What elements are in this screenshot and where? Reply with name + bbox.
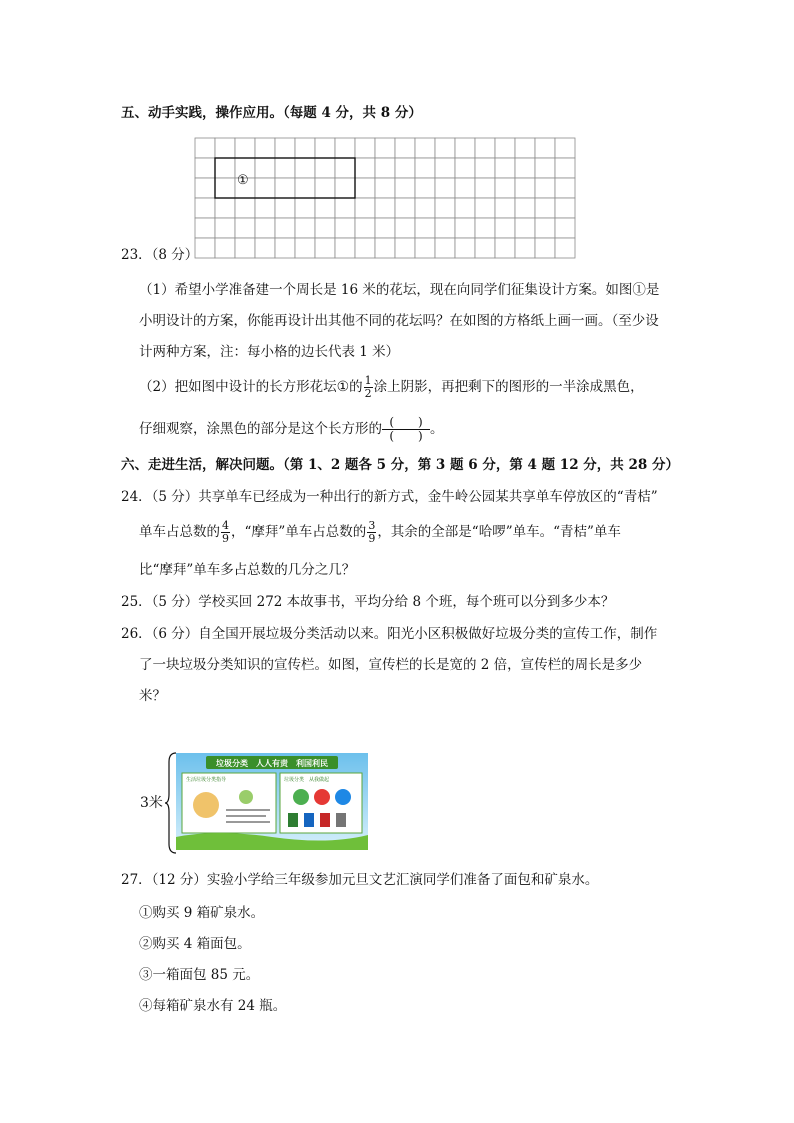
q23-part2-end: 。 [430, 421, 444, 437]
grid-cell[interactable] [295, 238, 315, 258]
grid-cell[interactable] [315, 198, 335, 218]
text-line [226, 815, 266, 817]
grid-cell[interactable] [455, 198, 475, 218]
grid-cell[interactable] [475, 218, 495, 238]
grid-cell[interactable] [495, 218, 515, 238]
grid-cell[interactable] [515, 158, 535, 178]
grid-cell[interactable] [215, 218, 235, 238]
grid-cell[interactable] [435, 218, 455, 238]
grid-cell[interactable] [435, 138, 455, 158]
grid-cell[interactable] [555, 178, 575, 198]
grid-cell[interactable] [455, 218, 475, 238]
grid-cell[interactable] [455, 178, 475, 198]
grid-cell[interactable] [395, 218, 415, 238]
grid-cell[interactable] [375, 238, 395, 258]
fraction-four-ninths [221, 520, 230, 545]
grid-cell[interactable] [275, 238, 295, 258]
grid-cell[interactable] [315, 138, 335, 158]
grid-cell[interactable] [335, 238, 355, 258]
fraction-denominator: 9 [222, 532, 229, 545]
grid-cell[interactable] [535, 238, 555, 258]
fraction-one-half [364, 375, 373, 400]
grid-cell[interactable] [235, 198, 255, 218]
grid-cell[interactable] [295, 158, 315, 178]
grid-cell[interactable] [375, 218, 395, 238]
grid-cell[interactable] [535, 158, 555, 178]
grid-cell[interactable] [195, 218, 215, 238]
grid-cell[interactable] [535, 218, 555, 238]
grid-cell[interactable] [415, 178, 435, 198]
grid-cell[interactable] [395, 138, 415, 158]
q26-line3: 米？ [139, 688, 166, 704]
grid-cell[interactable] [535, 198, 555, 218]
hazard-circle-icon [314, 789, 330, 805]
grid-cell[interactable] [295, 198, 315, 218]
grid-cell[interactable] [355, 138, 375, 158]
grid-cell[interactable] [435, 158, 455, 178]
grid-cell[interactable] [195, 138, 215, 158]
q27-item-4: ④每箱矿泉水有 24 瓶。 [139, 998, 287, 1014]
grid-cell[interactable] [215, 178, 235, 198]
grid-cell[interactable] [255, 138, 275, 158]
grid-cell[interactable] [475, 138, 495, 158]
grid-cell[interactable] [535, 138, 555, 158]
q25-line1: 25．（5 分）学校买回 272 本故事书，平均分给 8 个班，每个班可以分到多少本？ [121, 594, 615, 610]
grid-cell[interactable] [315, 218, 335, 238]
grid-cell[interactable] [495, 198, 515, 218]
grid-cell[interactable] [275, 198, 295, 218]
grid-cell[interactable] [435, 238, 455, 258]
grid-cell[interactable] [415, 158, 435, 178]
grid-cell[interactable] [475, 158, 495, 178]
grid-cell[interactable] [555, 138, 575, 158]
grid-cell[interactable] [495, 138, 515, 158]
q23-part2-text-c: 涂上阴影，再把剩下的图形的一半涂成黑色， [373, 379, 644, 395]
grid-cell[interactable] [495, 178, 515, 198]
q23-label: 23．（8 分） [121, 247, 199, 263]
grid-cell[interactable] [375, 158, 395, 178]
grid-cell[interactable] [315, 238, 335, 258]
grid-cell[interactable] [255, 238, 275, 258]
grid-cell[interactable] [335, 198, 355, 218]
grid-cell[interactable] [475, 178, 495, 198]
grid-cell[interactable] [295, 218, 315, 238]
grid-cell[interactable] [495, 238, 515, 258]
grid-cell[interactable] [215, 138, 235, 158]
grid-cell[interactable] [555, 238, 575, 258]
grid-cell[interactable] [555, 218, 575, 238]
recycle-circle-icon [293, 789, 309, 805]
board-title: 垃圾分类 人人有责 利国利民 [216, 759, 328, 768]
fraction-numerator: 1 [364, 374, 372, 387]
q23-part2-line1 [139, 375, 644, 400]
grid-cell[interactable] [495, 158, 515, 178]
grid-cell[interactable] [255, 198, 275, 218]
grid-cell[interactable] [255, 178, 275, 198]
grid-cell[interactable] [335, 218, 355, 238]
garbage-sorting-bulletin-board [176, 753, 368, 850]
blank-numerator[interactable]: ( ) [382, 416, 430, 430]
q23-part1-line3: 计两种方案，注：每小格的边长代表 1 米） [139, 344, 400, 360]
illustration-people-icon [193, 792, 219, 818]
text-line [226, 821, 270, 823]
q26-line2: 了一块垃圾分类知识的宣传栏。如图，宣传栏的长是宽的 2 倍，宣传栏的周长是多少 [139, 657, 643, 673]
grid-cell[interactable] [515, 178, 535, 198]
grid-cell[interactable] [395, 238, 415, 258]
q24-line2 [139, 520, 621, 545]
grid-cell[interactable] [255, 218, 275, 238]
grid-cell[interactable] [415, 238, 435, 258]
green-bin-icon [288, 813, 298, 827]
blue-bin-icon [304, 813, 314, 827]
grid-cell[interactable] [335, 138, 355, 158]
grid-cell[interactable] [455, 238, 475, 258]
grid-cell[interactable] [255, 158, 275, 178]
q24-text-c: ，其余的全部是“哈啰”单车。“青桔”单车 [377, 524, 621, 540]
grid-cell[interactable] [475, 198, 495, 218]
grid-cell[interactable] [555, 158, 575, 178]
red-bin-icon [320, 813, 330, 827]
fraction-numerator: 3 [368, 519, 376, 532]
grid-cell[interactable] [515, 198, 535, 218]
grid-cell[interactable] [275, 158, 295, 178]
q23-part2-text-b: 的 [349, 379, 363, 395]
grid-marker-label: ① [237, 173, 249, 188]
board-width-label: 3米 [140, 795, 163, 811]
grid-cell[interactable] [415, 138, 435, 158]
grid-cell[interactable] [295, 178, 315, 198]
fraction-denominator: 9 [368, 532, 376, 545]
grid-cell[interactable] [415, 198, 435, 218]
gray-bin-icon [336, 813, 346, 827]
text-line [226, 809, 270, 811]
q23-part2-text-d: 仔细观察，涂黑色的部分是这个长方形的 [139, 421, 382, 437]
q24-text-a: 单车占总数的 [139, 524, 220, 540]
grid-cell[interactable] [335, 178, 355, 198]
grid-cell[interactable] [355, 198, 375, 218]
q23-part2-line2 [139, 416, 444, 443]
grid-cell[interactable] [355, 178, 375, 198]
grid-cell[interactable] [475, 238, 495, 258]
grid-cell[interactable] [195, 198, 215, 218]
grid-cell[interactable] [395, 178, 415, 198]
grid-cell[interactable] [555, 198, 575, 218]
grid-paper[interactable] [194, 137, 578, 259]
grid-cell[interactable] [355, 158, 375, 178]
board-left-header: 生活垃圾分类指导 [186, 777, 227, 783]
q27-item-1: ①购买 9 箱矿泉水。 [139, 905, 265, 921]
grid-cell[interactable] [355, 238, 375, 258]
grid-cell[interactable] [295, 138, 315, 158]
grid-cell[interactable] [435, 198, 455, 218]
fraction-numerator: 4 [222, 519, 229, 532]
circled-one-marker: ① [336, 379, 350, 395]
grid-cell[interactable] [215, 158, 235, 178]
grid-cell[interactable] [315, 158, 335, 178]
section-5-heading: 五、动手实践，操作应用。（每题 4 分，共 8 分） [121, 105, 422, 121]
grid-cell[interactable] [235, 218, 255, 238]
grid-cell[interactable] [375, 178, 395, 198]
grid-cell[interactable] [395, 158, 415, 178]
q27-item-3: ③一箱面包 85 元。 [139, 967, 260, 983]
q27-item-2: ②购买 4 箱面包。 [139, 936, 251, 952]
grid-cell[interactable] [315, 178, 335, 198]
q23-part1-line2: 小明设计的方案，你能再设计出其他不同的花坛吗？在如图的方格纸上画一画。（至少设 [139, 313, 659, 329]
grid-cell[interactable] [415, 218, 435, 238]
fraction-denominator: 2 [364, 387, 372, 400]
grid-cell[interactable] [395, 198, 415, 218]
grid-cell[interactable] [215, 238, 235, 258]
grid-cell[interactable] [275, 138, 295, 158]
illustration-bin-icon [239, 790, 253, 804]
grid-cell[interactable] [375, 198, 395, 218]
grid-cell[interactable] [195, 178, 215, 198]
grid-cell[interactable] [515, 218, 535, 238]
fraction-three-ninths [367, 520, 376, 545]
grid-cell[interactable] [515, 238, 535, 258]
grid-cell[interactable] [335, 158, 355, 178]
grid-cell[interactable] [375, 138, 395, 158]
board-right-header: 垃圾分类 从我做起 [284, 777, 330, 783]
q24-text-b: ，“摩拜”单车占总数的 [231, 524, 367, 540]
grid-cell[interactable] [435, 178, 455, 198]
grid-cell[interactable] [215, 198, 235, 218]
blank-denominator[interactable]: ( ) [389, 429, 423, 443]
q26-line1: 26．（6 分）自全国开展垃圾分类活动以来。阳光小区积极做好垃圾分类的宣传工作，制作 [121, 626, 658, 642]
q24-line3: 比“摩拜”单车多占总数的几分之几？ [139, 562, 356, 578]
grid-cell[interactable] [515, 138, 535, 158]
grid-cell[interactable] [235, 138, 255, 158]
grid-cell[interactable] [455, 158, 475, 178]
grid-cell[interactable] [355, 218, 375, 238]
grid-cell[interactable] [275, 218, 295, 238]
grid-cell[interactable] [535, 178, 555, 198]
grid-cell[interactable] [455, 138, 475, 158]
grid-cell[interactable] [195, 158, 215, 178]
q27-line1: 27．（12 分）实验小学给三年级参加元旦文艺汇演同学们准备了面包和矿泉水。 [121, 872, 599, 888]
grid-cell[interactable] [275, 178, 295, 198]
q23-part1-line1: （1）希望小学准备建一个周长是 16 米的花坛，现在向同学们征集设计方案。如图①是 [139, 282, 660, 298]
kitchen-circle-icon [335, 789, 351, 805]
q23-part2-text-a: （2）把如图中设计的长方形花坛 [139, 379, 337, 395]
grid-cell[interactable] [235, 238, 255, 258]
q24-line1: 24．（5 分）共享单车已经成为一种出行的新方式，金牛岭公园某共享单车停放区的“青桔” [121, 489, 658, 505]
answer-blank-fraction[interactable] [382, 416, 430, 443]
section-6-heading: 六、走进生活，解决问题。（第 1、2 题各 5 分，第 3 题 6 分，第 4 题 12 分，共 28 分） [121, 457, 679, 473]
